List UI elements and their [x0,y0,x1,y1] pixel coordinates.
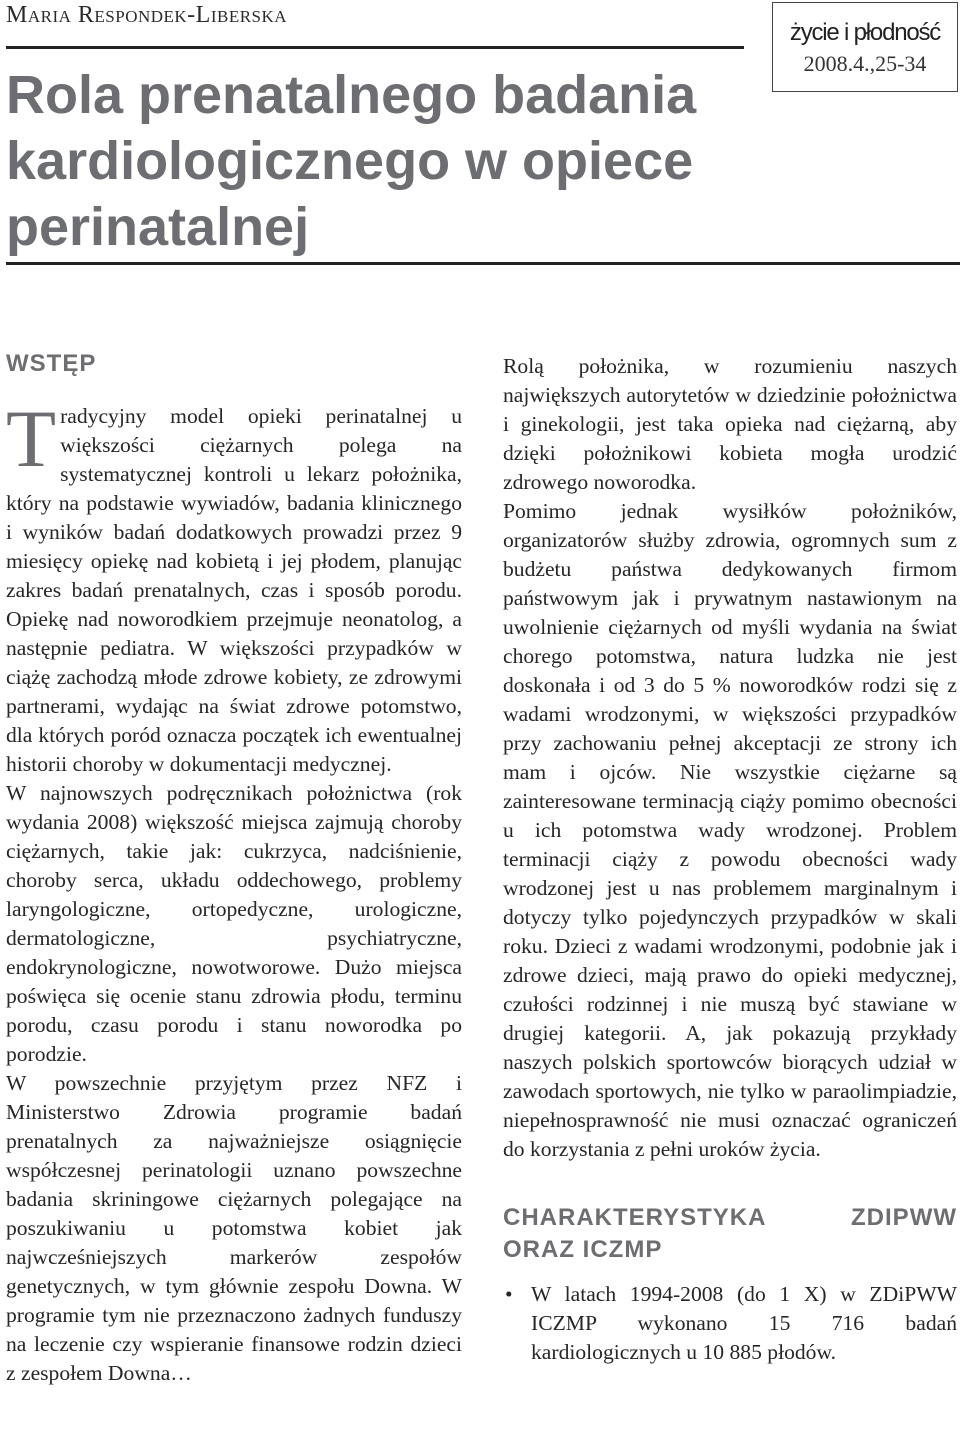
paragraph: W powszechnie przyjętym przez NFZ i Ministerstwo Zdrowia programie badań prenatalnych za najważniejsze osiągnięcie współczesnej perinatologii uznano powszechne badania skriningowe ciężarnych polegające na poszukiwaniu u potomstwa kobiet jak najwcześniejszych markerów zespołów genetycznych, w tym głównie zespołu Downa. W programie tym nie przeznaczono żadnych funduszy na leczenie czy wspieranie finansowe rodzin dzieci z zespołem Downa… [6,1071,462,1385]
paragraph: W najnowszych podręcznikach położnictwa (rok wydania 2008) większość miejsca zajmują choroby ciężarnych, takie jak: cukrzyca, nadciśnienie, choroby serca, układu oddechowego, problemy laryngologiczne, ortopedyczne, urologiczne, dermatologiczne, psychiatryczne, endokrynologiczne, nowotworowe. Dużo miejsca poświęca się ocenie stanu zdrowia płodu, terminu porodu, czasu porodu i stanu noworodka po porodzie. [6,781,462,1066]
section-heading-characteristics: CHARAKTERYSTYKA ZDIPWW ORAZ ICZMP [503,1204,957,1263]
right-column [503,352,957,1367]
list-item-text: W latach 1994-2008 (do 1 X) w ZDiPWW ICZMP wykonano 15 716 badań kardiologicznych u 10 885 płodów. [531,1282,957,1364]
drop-cap: T [6,393,57,484]
journal-reference: 2008.4.,25-34 [803,51,927,76]
list-item [503,1280,957,1367]
author-name: Maria Respondek-Liberska [6,2,288,28]
section-heading-intro: WSTĘP [6,350,97,377]
bullet-list [503,1280,957,1367]
title-rule [6,262,960,265]
bullet-icon: • [505,1282,513,1306]
journal-box [772,2,958,92]
journal-name: życie i płodność [789,19,941,46]
intro-paragraph [6,393,462,779]
left-column [6,344,462,1388]
intro-paragraph-text: radycyjny model opieki perinatalnej u większości ciężarnych polega na systematycznej kontroli u lekarz położnika, który na podstawie wywiadów, badania klinicznego i wyników badań dodatkowych prowadzi przez 9 miesięcy opiekę nad kobietą i jej płodem, planując zakres badań prenatalnych, czas i sposób porodu. Opiekę nad noworodkiem przejmuje neonatolog, a następnie pediatra. W większości przypadków w ciążę zachodzą młode zdrowe kobiety, ze zdrowymi partnerami, wydając na świat zdrowe potomstwo, dla których poród oznacza początek ich ewentualnej historii choroby w dokumentacji medycznej. [6,404,462,776]
paragraph: Pomimo jednak wysiłków położników, organizatorów służby zdrowia, ogromnych sum z budżetu państwa dedykowanych firmom państwowym jak i prywatnym nastawionym na uwolnienie ciężarnych od myśli wydania na świat chorego potomstwa, natura ludzka nie jest doskonała i od 3 do 5 % noworodków rodzi się z wadami wrodzonymi, w większości przypadków przy zachowaniu pełnej akceptacji ze strony ich mam i ojców. Nie wszystkie ciężarne są zainteresowane terminacją ciąży pomimo obecności u ich potomstwa wady wrodzonej. Problem terminacji ciąży z powodu obecności wady wrodzonej jest u nas problemem marginalnym i dotyczy tylko pojedynczych przypadków w skali roku. Dzieci z wadami wrodzonymi, podobnie jak i zdrowe dzieci, mają prawo do opieki medycznej, czułości rodzinnej i nie muszą być stawiane w drugiej kategorii. A, jak pokazują przykłady naszych polskich sportowców biorących udział w zawodach sportowych, nie tylko w paraolimpiadzie, niepełnosprawność nie musi oznaczać ograniczeń do korzystania z pełni uroków życia. [503,499,957,1161]
header-rule [6,46,744,49]
article-title: Rola prenatalnego badania kardiologicznego w opiece perinatalnej [6,65,697,257]
paragraph: Rolą położnika, w rozumieniu naszych największych autorytetów w dziedzinie położnictwa i ginekologii, jest taka opieka nad ciężarną, aby dzięki położnikowi kobieta mogła urodzić zdrowego noworodka. [503,354,957,494]
